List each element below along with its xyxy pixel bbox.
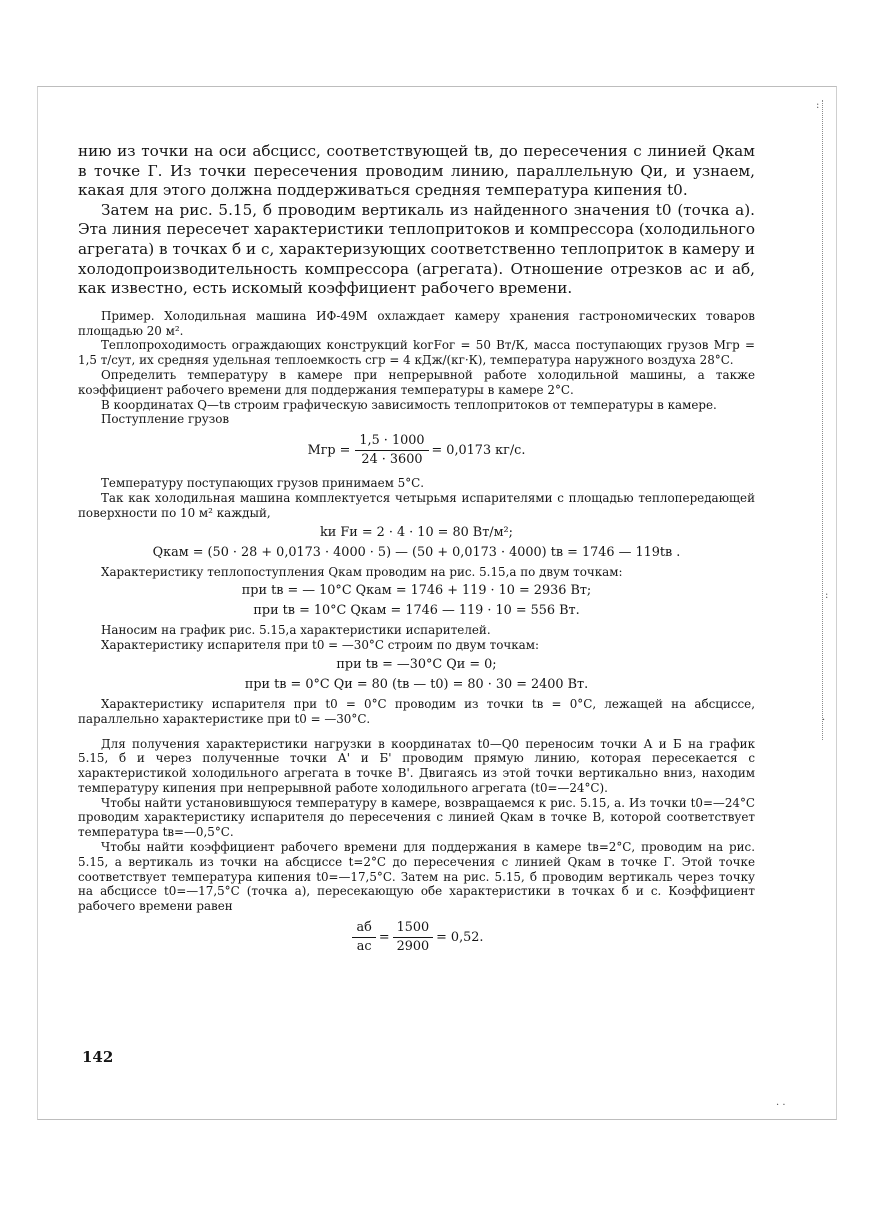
formula-point-1: при tв = — 10°С Qкам = 1746 + 119 · 10 = 2936 Вт; xyxy=(241,583,592,599)
formula-work-time-coefficient xyxy=(78,920,755,955)
fraction-numerator: аб xyxy=(352,920,375,938)
formula-rhs: = 0,0173 кг/с. xyxy=(431,442,526,458)
example-paragraph: Определить температуру в камере при непрерывной работе холодильной машины, а также коэффициент рабочего времени для поддержания температуры в камере 2°С. xyxy=(78,367,755,397)
formula-evaporator-point-1: при tв = —30°С Qи = 0; xyxy=(336,656,497,672)
example-paragraph: В координатах Q—tв строим графическую зависимость теплопритоков от температуры в камере. xyxy=(101,397,717,412)
formula-point-2: при tв = 10°С Qкам = 1746 — 119 · 10 = 556 Вт. xyxy=(253,603,580,619)
example-paragraph: Поступление грузов xyxy=(101,412,230,427)
formula-equals: = xyxy=(378,929,390,945)
fraction-numerator: 1500 xyxy=(393,920,434,938)
example-heading: Пример. Холодильная машина ИФ-49М охлаждает камеру хранения гастрономических товаров площадью 20 м². xyxy=(78,308,755,338)
formula-fraction xyxy=(393,920,434,955)
example-paragraph: Температуру поступающих грузов принимаем 5°С. xyxy=(101,476,425,491)
page-body xyxy=(78,142,755,963)
example-paragraph: Наносим на график рис. 5.15,а характеристики испарителей. xyxy=(101,623,491,638)
fraction-denominator: 24 · 3600 xyxy=(361,452,423,468)
example-paragraph: Характеристику испарителя при t0 = 0°С проводим из точки tв = 0°С, лежащей на абсциссе, параллельно характеристике при t0 = —30°С. xyxy=(78,696,755,726)
formula-mass-flow xyxy=(78,433,755,468)
text-paragraph: Затем на рис. 5.15, б проводим вертикаль из найденного значения t0 (точка а). Эта линия пересечет характеристики теплопритоков и компрессора (холодильного агрегата) в точках б и с, характеризующих соответственно теплоприток в камеру и холодопроизводительность компрессора (агрегата). Отношение отрезков ас и аб, как известно, есть искомый коэффициент рабочего времени. xyxy=(78,200,755,298)
formula-fraction xyxy=(352,920,375,955)
example-paragraph: Характеристику теплопоступления Qкам проводим на рис. 5.15,а по двум точкам: xyxy=(101,564,623,579)
text-paragraph: нию из точки на оси абсцисс, соответствующей tв, до пересечения с линией Qкам в точке Г. Из точки пересечения проводим линию, параллельную Qи, и узнаем, какая для этого должна поддерживаться средняя температура кипения t0. xyxy=(78,142,755,200)
page-number: 142 xyxy=(82,1048,114,1066)
fraction-denominator: 2900 xyxy=(396,939,430,955)
formula-evaporator-point-2: при tв = 0°С Qи = 80 (tв — t0) = 80 · 30 = 2400 Вт. xyxy=(244,676,589,692)
example-paragraph: Для получения характеристики нагрузки в координатах t0—Q0 переносим точки А и Б на график 5.15, б и через полученные точки А' и Б' проводим прямую линию, которая пересекается с характеристикой холодильного агрегата в точке В'. Двигаясь из этой точки вертикально вниз, находим температуру кипения при непрерывной работе холодильного агрегата (t0=—24°С). xyxy=(78,736,755,795)
fraction-numerator: 1,5 · 1000 xyxy=(355,433,428,451)
scan-noise: : xyxy=(816,100,820,111)
example-paragraph: Так как холодильная машина комплектуется четырьмя испарителями с площадью теплопередающей поверхности по 10 м² каждый, xyxy=(78,490,755,520)
example-paragraph: Чтобы найти установившуюся температуру в камере, возвращаемся к рис. 5.15, а. Из точки t0=—24°С проводим характеристику испарителя до пересечения с линией Qкам в точке В, которой соответствует температура tв=—0,5°С. xyxy=(78,795,755,840)
fraction-denominator: ас xyxy=(356,939,372,955)
scan-edge-line xyxy=(822,100,826,740)
scan-noise: : xyxy=(825,590,829,601)
example-paragraph: Теплопроходимость ограждающих конструкций kогFог = 50 Вт/К, масса поступающих грузов Mгр = 1,5 т/сут, их средняя удельная теплоемкость cгр = 4 кДж/(кг·К), температура наружного воздуха 28°С. xyxy=(78,338,755,368)
example-paragraph: Характеристику испарителя при t0 = —30°С строим по двум точкам: xyxy=(101,638,539,653)
formula-heat-inflow: Qкам = (50 · 28 + 0,0173 · 4000 · 5) — (50 + 0,0173 · 4000) tв = 1746 — 119tв . xyxy=(152,544,681,560)
scan-noise: · xyxy=(822,715,826,726)
formula-rhs: = 0,52. xyxy=(436,929,484,945)
formula-evaporator-area: kи Fи = 2 · 4 · 10 = 80 Вт/м²; xyxy=(320,524,513,540)
formula-fraction xyxy=(355,433,428,468)
scan-noise: · · xyxy=(776,1100,786,1111)
example-paragraph: Чтобы найти коэффициент рабочего времени для поддержания в камере tв=2°С, проводим на рис. 5.15, а вертикаль из точки на абсциссе t=2°С до пересечения с линией Qкам в точке Г. Этой точке соответствует температура кипения t0=—17,5°С. Затем на рис. 5.15, б проводим вертикаль через точку на абсциссе t0=—17,5°С (точка а), пересекающую обе характеристики в точках б и с. Коэффициент рабочего времени равен xyxy=(78,840,755,914)
formula-lhs: Mгр = xyxy=(307,442,351,458)
